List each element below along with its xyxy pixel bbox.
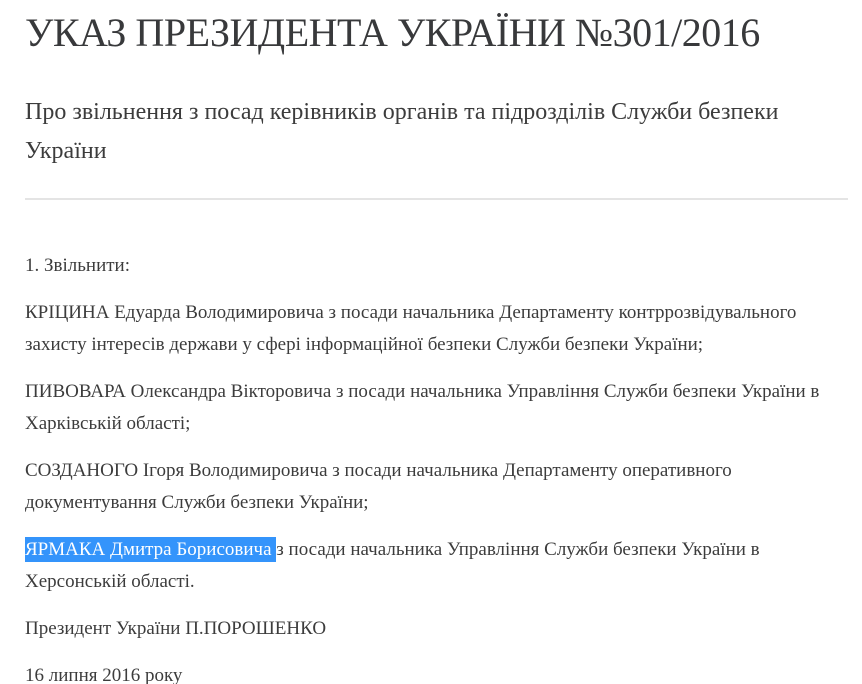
- paragraph-yarmak-rest: з посади начальника Управління Служби безпеки України в Херсонській області.: [25, 539, 760, 592]
- page-title: УКАЗ ПРЕЗИДЕНТА УКРАЇНИ №301/2016: [25, 10, 760, 55]
- paragraph-kritsyn: КРІЦИНА Едуарда Володимировича з посади начальника Департаменту контррозвідувального захисту інтересів держави у сфері інформаційної безпеки Служби безпеки України;: [25, 302, 797, 355]
- divider: [25, 198, 848, 200]
- page-subtitle: Про звільнення з посад керівників органів та підрозділів Служби безпеки України: [25, 99, 779, 164]
- paragraph-sozdanyi: СОЗДАНОГО Ігоря Володимировича з посади начальника Департаменту оперативного документування Служби безпеки України;: [25, 460, 732, 513]
- signature-line: Президент України П.ПОРОШЕНКО: [25, 618, 327, 639]
- date-line: 16 липня 2016 року: [25, 665, 183, 684]
- paragraph-intro: 1. Звільнити:: [25, 255, 131, 276]
- paragraph-yarmak: [25, 534, 837, 598]
- paragraph-pyvovar: ПИВОВАРА Олександра Вікторовича з посади начальника Управління Служби безпеки України в Харківській області;: [25, 381, 820, 434]
- selected-text: ЯРМАКА Дмитра Борисовича: [25, 539, 277, 560]
